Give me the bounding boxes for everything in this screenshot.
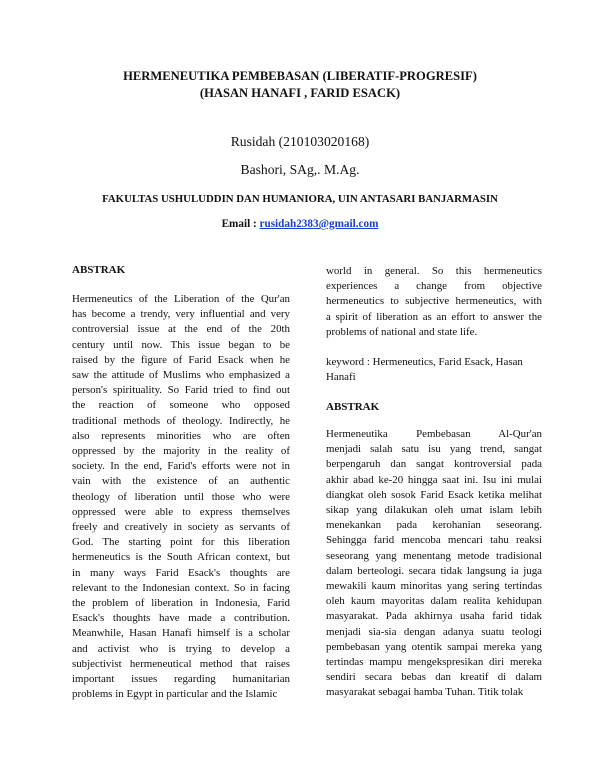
text-line: problems in Egypt in particular and the Islamic xyxy=(72,688,278,701)
text-line: Hermeneutics of the Liberation of the Qur'an xyxy=(72,293,290,305)
text-line: the reaction of someone who opposed xyxy=(72,399,290,412)
text-line: Hanafi xyxy=(326,371,356,384)
text-line: traditional methods of theology. Indirectly, he xyxy=(72,414,290,427)
text-line: relevant to the Indonesian context. So in facing xyxy=(72,581,290,594)
text-line: akhir abad ke-20 hingga saat ini. Isu ini mulai xyxy=(326,473,542,486)
text-line: Meanwhile, Hasan Hanafi himself is a scholar xyxy=(72,627,290,640)
text-line: century until now. This issue began to be xyxy=(72,338,290,351)
text-line: oppressed were able to express themselves xyxy=(72,505,290,518)
text-line: has become a trendy, very influential and very xyxy=(72,308,290,321)
text-line: keyword : Hermeneutics, Farid Esack, Hasan xyxy=(326,356,523,368)
text-line: problems of national and state life. xyxy=(326,325,478,338)
text-line: oppressed by the majority in the reality of xyxy=(72,445,290,458)
text-line: freely and creatively in society as servants of xyxy=(72,521,290,534)
text-line: tertindas mampu mengekspresikan diri mereka xyxy=(326,656,542,669)
text-line: and activist who is trying to develop a xyxy=(72,642,290,655)
abstract-en-body xyxy=(72,292,290,702)
text-line: the problem of liberation in Indonesia, Farid xyxy=(72,597,290,610)
text-line: Hermeneutika Pembebasan Al-Qur'an xyxy=(326,428,542,440)
text-line: menekankan pada kerohanian seseorang. xyxy=(326,519,542,532)
abstract-id-body xyxy=(326,427,542,701)
text-line: masyarakat sebagai hamba Tuhan. Titik tolak xyxy=(326,686,524,699)
text-line: society. In the end, Farid's efforts were not in xyxy=(72,460,290,473)
text-line: also represents minorities who are often xyxy=(72,429,290,442)
title-line-1: HERMENEUTIKA PEMBEBASAN (LIBERATIF-PROGRESIF) xyxy=(123,69,477,83)
text-line: hermeneutics to subjective hermeneutics, with xyxy=(326,295,542,308)
text-line: important issues regarding humanitarian xyxy=(72,673,290,686)
text-line: Sehingga farid mencoba mencari tahu reaksi xyxy=(326,534,542,547)
faculty-affiliation: FAKULTAS USHULUDDIN DAN HUMANIORA, UIN ANTASARI BANJARMASIN xyxy=(102,193,498,205)
text-line: sendiri secara bebas dan kreatif di dalam xyxy=(326,671,542,684)
text-line: dalam berteologi. secara tidak langsung ia juga xyxy=(326,564,542,577)
email-link[interactable]: rusidah2383@gmail.com xyxy=(259,218,379,230)
text-line: vain with the existence of an authentic xyxy=(72,475,290,488)
text-line: experiences a change from objective xyxy=(326,280,542,293)
text-line: controversial issue at the end of the 20th xyxy=(72,323,290,336)
text-line: pembebasan yang otentik sampai mereka yang xyxy=(326,640,542,653)
text-line: a spirit of liberation as an effort to answer the xyxy=(326,310,542,323)
text-line: berpengaruh dan sangat kontroversial pada xyxy=(326,458,542,471)
email-line xyxy=(40,218,560,230)
text-line: Esack's thoughts have made a contribution. xyxy=(72,612,290,625)
paper-title xyxy=(40,68,560,102)
text-line: diangkat oleh sosok Farid Esack ketika melihat xyxy=(326,488,542,501)
text-line: world in general. So this hermeneutics xyxy=(326,265,542,277)
text-line: sikap yang dilakukan oleh umat islam lebih xyxy=(326,504,542,517)
text-line: God. The starting point for this liberation xyxy=(72,536,290,549)
text-line: raised by the figure of Farid Esack when he xyxy=(72,353,290,366)
text-line: theology of liberation until those who were xyxy=(72,490,290,503)
text-line: person's spirituality. So Farid tried to find out xyxy=(72,384,290,397)
text-line: in many ways Farid Esack's thoughts are xyxy=(72,566,290,579)
text-line: mewakili kaum minoritas yang sering tertindas xyxy=(326,580,542,593)
text-line: oleh kaum mayoritas dalam realita kehidupan xyxy=(326,595,542,608)
text-line: menjadi sia-sia dengan adanya suatu teologi xyxy=(326,625,542,638)
abstract-en-continued xyxy=(326,264,542,340)
abstract-en-heading: ABSTRAK xyxy=(72,264,126,276)
keywords xyxy=(326,355,542,385)
author-name: Rusidah (210103020168) xyxy=(230,134,370,149)
text-line: subjectivist hermeneutical method that raises xyxy=(72,657,290,670)
text-line: menjadi salah satu isu yang trend, sangat xyxy=(326,443,542,456)
text-line: seseorang yang menentang metode tradisional xyxy=(326,549,542,562)
text-line: hermeneutics is the South African context, but xyxy=(72,551,290,564)
title-line-2: (HASAN HANAFI , FARID ESACK) xyxy=(199,86,401,100)
abstract-id-heading: ABSTRAK xyxy=(326,401,380,413)
advisor-name: Bashori, SAg,. M.Ag. xyxy=(240,162,360,177)
email-label: Email : xyxy=(221,218,257,230)
text-line: saw the attitude of Muslims who emphasized a xyxy=(72,369,290,382)
text-line: masyarakat. Pada akhirnya usaha farid tidak xyxy=(326,610,542,623)
